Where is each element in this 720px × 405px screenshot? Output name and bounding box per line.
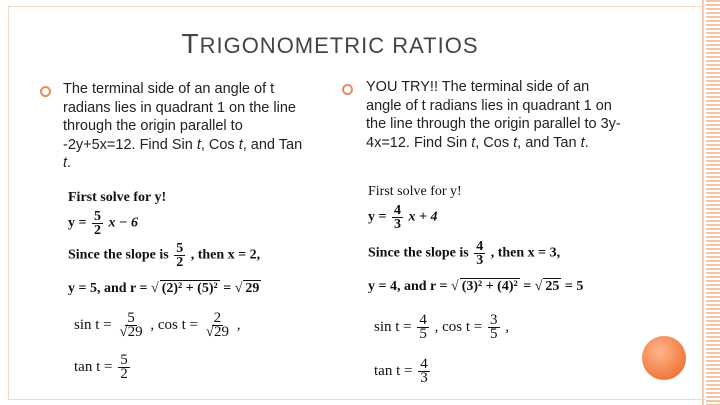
radical-icon: √ <box>151 281 159 296</box>
right-y-num: 4 <box>393 203 401 218</box>
left-y-num: 5 <box>93 209 101 224</box>
bullet-icon <box>40 86 51 97</box>
left-tan: tan t = <box>74 358 113 375</box>
radical-icon: √ <box>534 279 543 294</box>
right-text-d: . <box>584 134 589 151</box>
right-problem-text <box>366 78 628 152</box>
left-tan-den: 2 <box>120 366 128 382</box>
right-sin-num: 4 <box>419 312 427 328</box>
decorative-striped-rail <box>706 0 720 405</box>
left-r-sqrt2: 29 <box>245 281 260 296</box>
slide-title <box>0 28 660 60</box>
left-sin-cos-line <box>74 312 240 339</box>
left-t2: t <box>238 136 243 153</box>
left-r-sqrt: (2)² + (5)² <box>161 281 218 296</box>
left-cos-num: 2 <box>213 310 222 326</box>
right-sin-cos-line <box>374 314 509 341</box>
right-tan-den: 3 <box>420 370 428 386</box>
right-r-end: = 5 <box>564 279 584 294</box>
right-slope-fraction <box>474 240 485 267</box>
right-r-sqrt: (3)² + (4)² <box>461 279 518 294</box>
left-cos-end: , <box>236 316 241 333</box>
right-slope-line <box>368 240 560 267</box>
right-r-sqrt2: 25 <box>545 279 560 294</box>
right-cos-end: , <box>505 318 510 335</box>
right-cos-num: 3 <box>490 312 498 328</box>
left-t1: t <box>196 136 201 153</box>
left-r-a: y = 5, and r = <box>68 281 148 296</box>
right-cos: , cos t = <box>434 318 483 335</box>
radical-icon: √ <box>451 279 459 294</box>
title-rest: RIGONOMETRIC RATIOS <box>199 33 479 58</box>
left-y-equation <box>68 210 138 237</box>
title-first-letter: T <box>181 28 200 59</box>
left-slope-den: 2 <box>176 255 184 270</box>
right-r-a: y = 4, and r = <box>368 279 448 294</box>
left-r-line <box>68 280 261 297</box>
left-tan-fraction <box>118 354 130 381</box>
left-tan-line <box>74 354 132 381</box>
left-t3: t <box>63 155 68 171</box>
bullet-icon <box>342 84 353 95</box>
left-sin-den: √29 <box>119 324 143 340</box>
left-text-d: . <box>67 155 72 171</box>
right-since: Since the slope is <box>368 245 469 261</box>
left-text-a: The terminal side of an angle of t radians lies in quadrant 1 on the line through the origin parallel to -2y+5x=12. Find Sin <box>63 81 296 153</box>
left-slope-num: 5 <box>176 241 184 256</box>
right-t2: t <box>513 134 518 151</box>
right-text-a: YOU TRY!! The terminal side of an angle of t radians lies in quadrant 1 on the line through the origin parallel to 3y-4x=12. Find Sin <box>366 79 621 151</box>
radical-icon: √ <box>234 281 243 296</box>
right-y-den: 3 <box>393 217 401 232</box>
right-text-b: , Cos <box>475 134 514 151</box>
right-y-equation <box>368 204 437 231</box>
right-tan: tan t = <box>374 362 413 379</box>
right-cos-fraction <box>488 314 500 341</box>
right-y-label: y = <box>368 209 387 225</box>
decorative-orange-circle <box>642 336 686 380</box>
right-sin-den: 5 <box>419 326 427 342</box>
right-tan-fraction <box>418 358 430 385</box>
right-r-eq: = <box>523 279 532 294</box>
right-r-line <box>368 278 583 295</box>
right-then: , then x = 3, <box>490 245 561 261</box>
left-sin: sin t = <box>74 316 112 333</box>
right-tan-num: 4 <box>420 356 428 372</box>
right-sin: sin t = <box>374 318 412 335</box>
left-r-eq: = <box>223 281 232 296</box>
left-since: Since the slope is <box>68 247 169 263</box>
left-slope-fraction <box>174 242 185 269</box>
right-first-solve: First solve for y! <box>368 184 462 199</box>
left-cos: , cos t = <box>150 316 198 333</box>
right-t1: t <box>471 134 476 151</box>
left-slope-line <box>68 242 260 269</box>
left-y-den: 2 <box>93 223 101 238</box>
right-text-c: , and Tan <box>517 134 581 151</box>
left-cos-den: √29 <box>205 324 229 340</box>
right-sin-fraction <box>417 314 429 341</box>
left-then: , then x = 2, <box>190 247 261 263</box>
right-slope-num: 4 <box>476 239 484 254</box>
left-text-c: , and Tan <box>242 136 303 153</box>
right-slope-den: 3 <box>476 253 484 268</box>
left-y-fraction <box>92 210 103 237</box>
left-cos-fraction <box>204 312 231 339</box>
left-tan-num: 5 <box>120 352 128 368</box>
left-problem-text <box>63 80 303 173</box>
right-t3: t <box>580 134 585 151</box>
left-y-label: y = <box>68 215 87 231</box>
right-y-fraction <box>392 204 403 231</box>
left-y-rest: x − 6 <box>108 215 138 231</box>
left-sin-num: 5 <box>127 310 135 326</box>
left-sin-fraction <box>117 312 144 339</box>
right-y-rest: x + 4 <box>408 209 438 225</box>
right-cos-den: 5 <box>490 326 498 342</box>
left-first-solve: First solve for y! <box>68 190 167 205</box>
right-tan-line <box>374 358 432 385</box>
decorative-rail-line <box>702 0 704 405</box>
left-text-b: , Cos <box>200 136 239 153</box>
